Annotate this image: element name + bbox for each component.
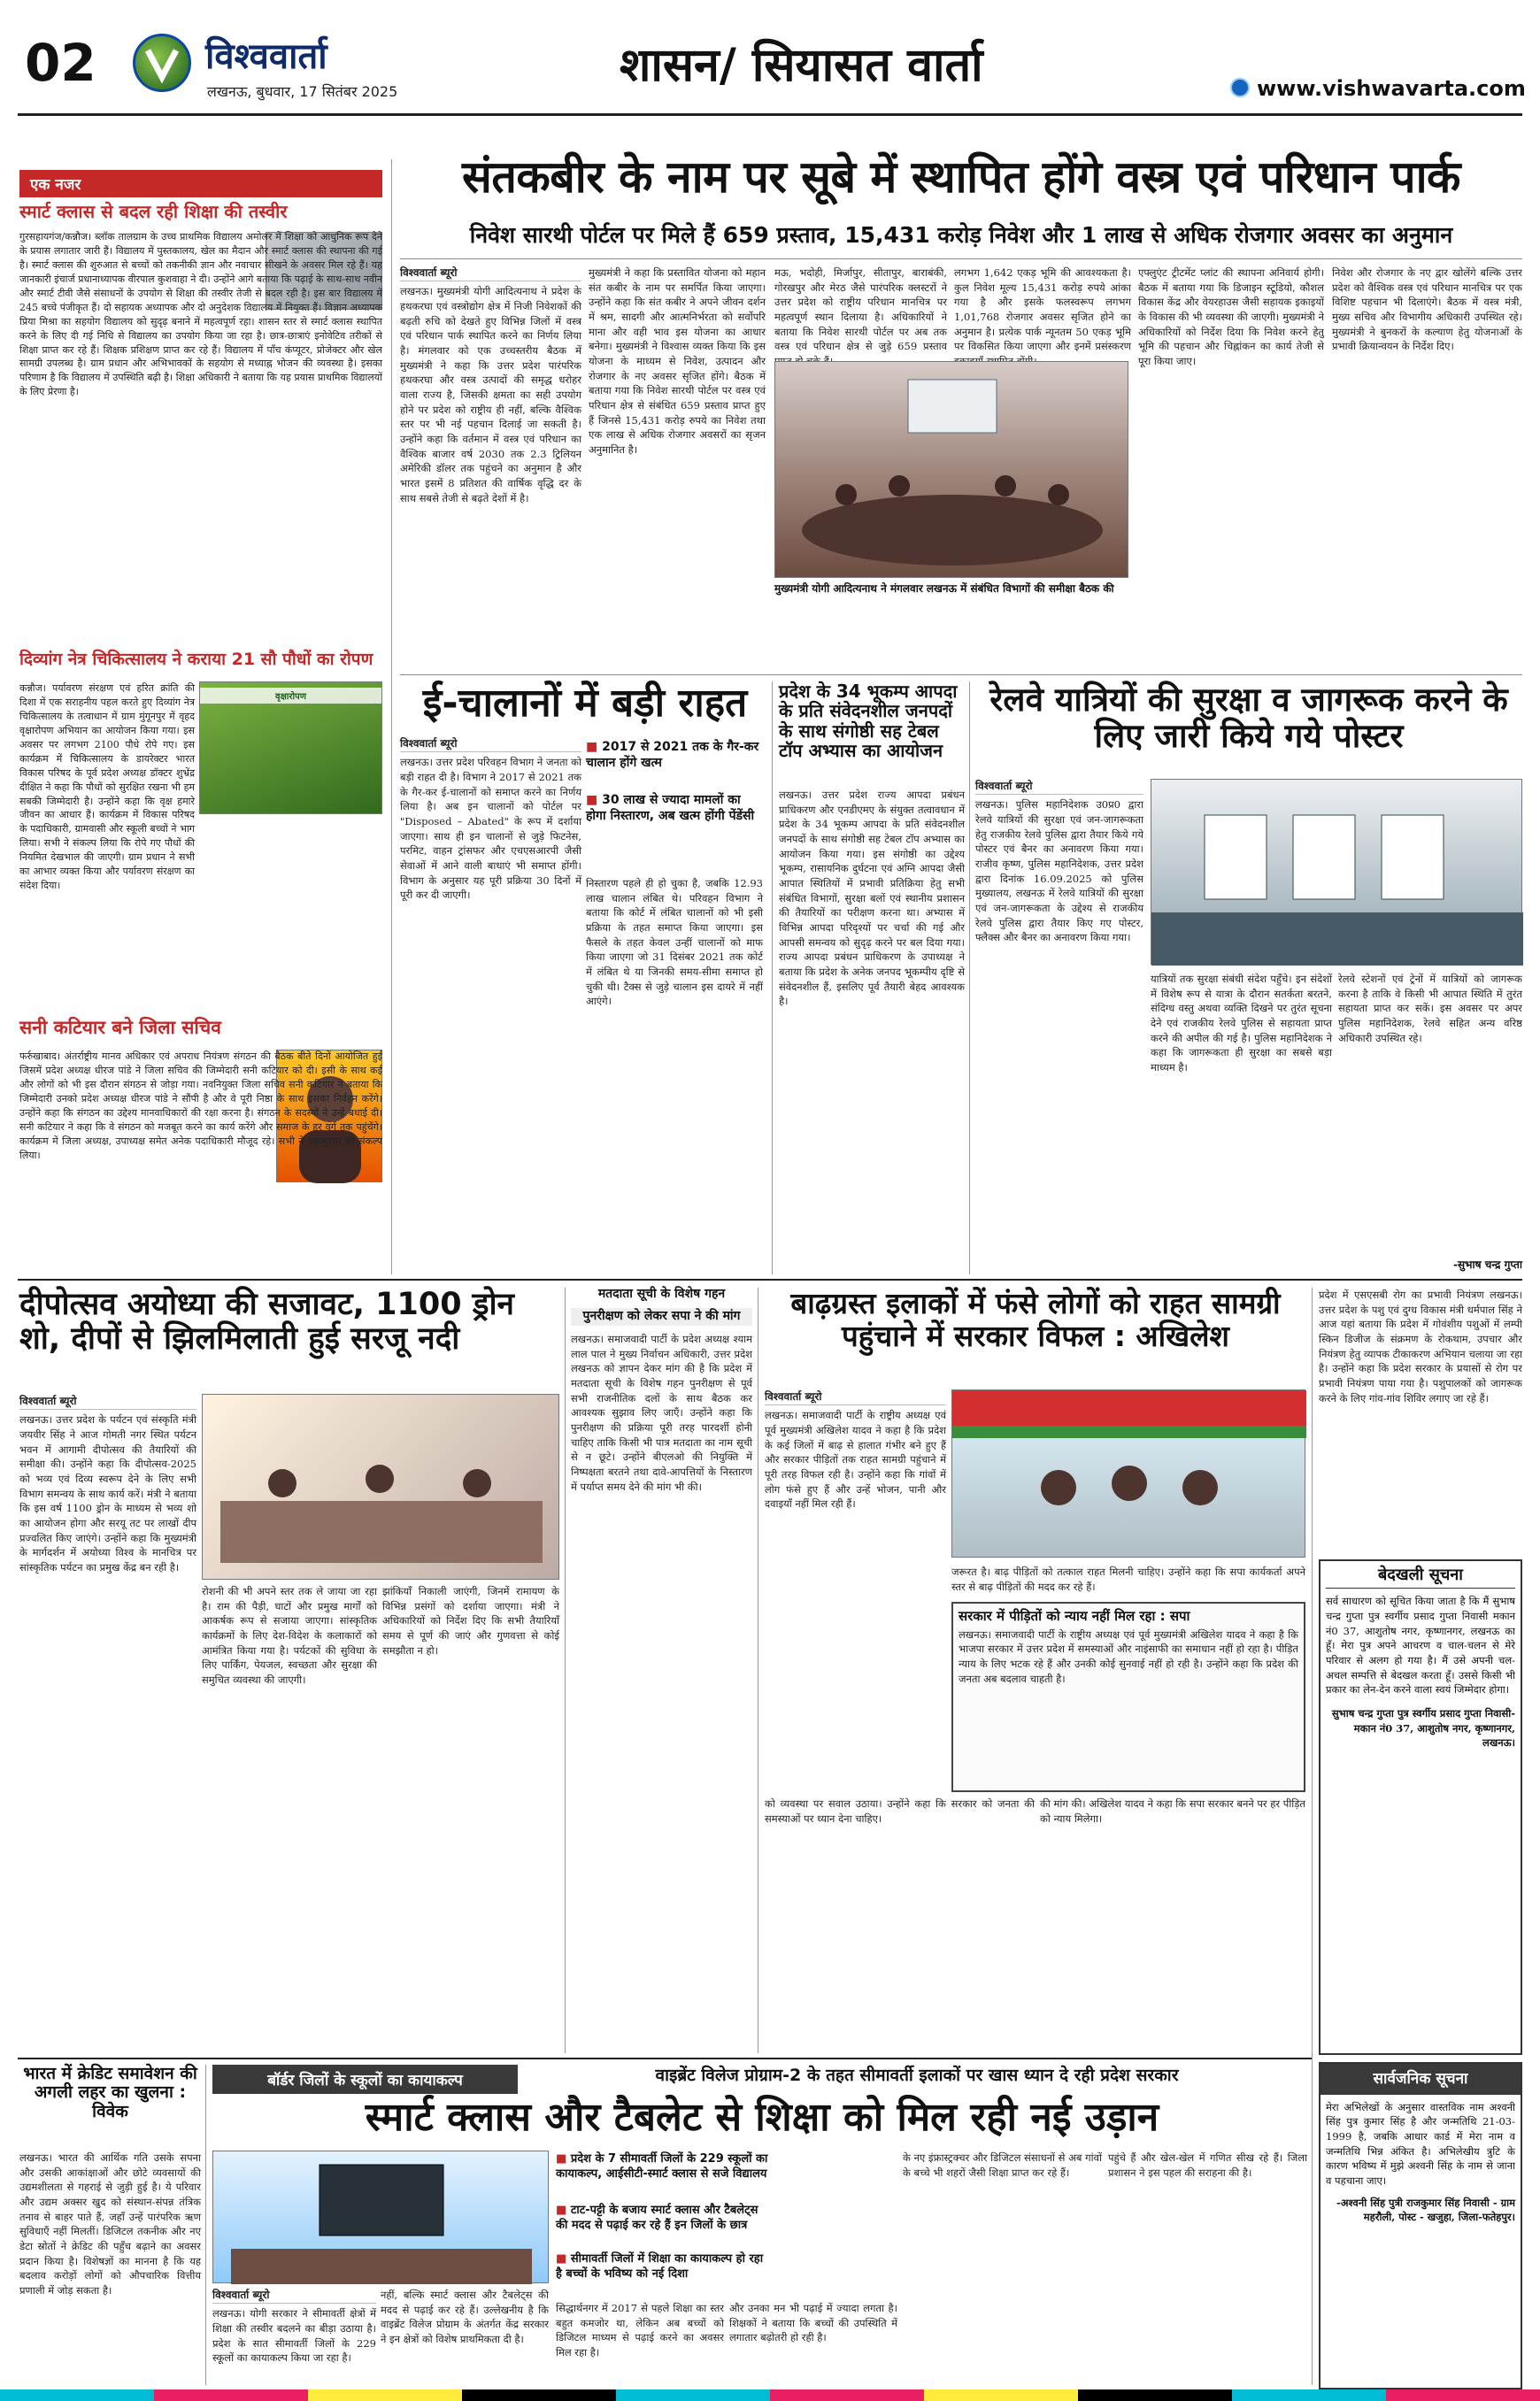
- smart-bullet-2: [556, 2204, 768, 2234]
- lead-photo: [774, 361, 1128, 578]
- lead-col1-text: लखनऊ। मुख्यमंत्री योगी आदित्यनाथ ने प्रदेश के हथकरघा एवं वस्त्रोद्योग क्षेत्र में निजी निवेशकों की बढ़ती रुचि को देखते हुए विभिन्न जिलों में वस्त्र एवं परिधान पार्क स्थापित करने का निर्णय लिया है। मंगलवार को एक उच्चस्तरीय बैठक में मुख्यमंत्री ने कहा कि उत्तर प्रदेश पारंपरिक हथकरघा और वस्त्र उत्पादों की समृद्ध धरोहर वाला राज्य है, जिसकी क्षमता का सही उपयोग होने पर प्रदेश को राष्ट्रीय ही नहीं, बल्कि वैश्विक स्तर पर भी नई पहचान दिलाई जा सकती है। उन्होंने कहा कि वर्तमान में वस्त्र एवं परिधान का वैश्विक बाजार वर्ष 2030 तक 2.3 ट्रिलियन अमेरिकी डॉलर तक पहुंचने का अनुमान है और भारत इसमें 8 प्रतिशत की वार्षिक वृद्धि दर के साथ सबसे तेजी से बढ़ते देशों में है।: [400, 285, 581, 504]
- sidebar-story3-body: फर्रुखाबाद। अंतर्राष्ट्रीय मानव अधिकार एवं अपराध नियंत्रण संगठन की बैठक बीते दिनों आयोजित हुई जिसमें प्रदेश अध्यक्ष धीरज पांडे ने जिला सचिव की जिम्मेदारी सनी कटियार को दी। इसी के साथ कई और लोगों को भी इस दौरान संगठन से जोड़ा गया। नवनियुक्त जिला सचिव सनी कटियार ने बताया कि जिम्मेदारी उनको प्रदेश अध्यक्ष धीरज पांडे ने सौंपी है और वे पूरी निष्ठा के साथ इसका निर्वहन करेंगे। उन्होंने कहा कि संगठन का उद्देश्य मानवाधिकारों की रक्षा करना है। संगठन के सदस्यों ने उन्हें बधाई दी। सनी कटियार ने कहा कि वे संगठन को मजबूत करने का कार्य करेंगे और समाज के हर वर्ग तक पहुंचेंगे। कार्यक्रम में जिला अध्यक्ष, उपाध्यक्ष समेत अनेक पदाधिकारी मौजूद रहे। सभी ने एकजुटता का संकल्प लिया।: [19, 1050, 382, 1161]
- place-date: लखनऊ, बुधवार, 17 सितंबर 2025: [207, 83, 398, 100]
- echallan-col1: [400, 736, 581, 1276]
- smart-kicker: वाइब्रेंट विलेज प्रोग्राम-2 के तहत सीमावर्ती इलाकों पर खास ध्यान दे रही प्रदेश सरकार: [655, 2066, 1179, 2085]
- echallan-headline: ई-चालानों में बड़ी राहत: [422, 681, 748, 726]
- smart-text4: और उनका मन भी पढ़ाई में ज्यादा लगता है। शिक्षकों ने बताया कि बच्चों की उपस्थिति में लगातार बढ़ोतरी हो रही है।: [729, 2302, 897, 2344]
- smart-bullet-3-text: सीमावर्ती जिलों में शिक्षा का कायाकल्प हो रहा है बच्चों के भविष्य को नई दिशा: [556, 2252, 764, 2281]
- sidebar-story2-body: कन्नौज। पर्यावरण संरक्षण एवं हरित क्रांति की दिशा में एक सराहनीय पहल करते हुए दिव्यांग नेत्र चिकित्सालय के तत्वाधान में ग्राम मुंगूनपुर में वृहद वृक्षारोपण अभियान का आयोजन किया गया। इस अवसर पर लगभग 2100 पौधे रोपे गए। इस कार्यक्रम में चिकित्सालय के डायरेक्टर भारत विकास परिषद के पूर्व प्रदेश अध्यक्ष डॉक्टर शुभ्रेंद्र दीक्षित ने कहा कि पौधों को सुरक्षित रखना भी हम सबकी जिम्मेदारी है। उन्होंने कहा कि वृक्ष हमारे जीवन का आधार हैं। कार्यक्रम में विकास परिषद के पदाधिकारी, ग्रामवासी और स्कूली बच्चों ने भाग लिया। सभी ने संकल्प लिया कि रोपे गए पौधों की नियमित देखभाल की जाएगी। ग्राम प्रधान ने सभी का आभार व्यक्त किया और पर्यावरण संरक्षण का संदेश दिया।: [19, 682, 195, 892]
- sidebar-story1-body: गुरसहायगंज/कन्नौज। ब्लॉक तालग्राम के उच्च प्राथमिक विद्यालय अमोलर में शिक्षा को आधुनिक रूप देने के प्रयास लगातार जारी हैं। विद्यालय में पुस्तकालय, खेल का मैदान और स्मार्ट क्लास की स्थापना की गई है। स्मार्ट क्लास की शुरुआत से बच्चों को तकनीकी ज्ञान और नवाचार सीखने के अवसर मिल रहे हैं। यह जानकारी इंचार्ज प्रधानाध्यापक वीरपाल कुशवाहा ने दी। उन्होंने आगे बताया कि पढ़ाई के साथ-साथ नवीन और स्मार्ट टीवी जैसे संसाधनों के उपयोग से शिक्षा की तस्वीर तेजी से बदल रही है। इस बार विद्यालय में 245 बच्चे पंजीकृत हैं। दो सहायक अध्यापक और दो अनुदेशक विद्यालय में नियुक्त हैं। विज्ञान अध्यापक प्रिया मिश्रा का सहयोग विद्यालय को सुदृढ़ बनाने में महत्वपूर्ण रहा। शासन स्तर से स्मार्ट क्लास स्थापित करने के लिए दी गई निधि से विद्यालय का उपयोग किया जा रहा है। छात्र-छात्राएं इनोवेटिव तरीकों से शिक्षा प्राप्त कर रहे हैं। शिक्षक प्रशिक्षण प्राप्त कर रहे हैं। विद्यालय में पाँच कंप्यूटर, प्रोजेक्टर और खेल सामग्री उपलब्ध है। ग्राम प्रधान और अभिभावकों के सहयोग से मध्याह्न भोजन की व्यवस्था है। इसका परिणाम है कि विद्यालय में उपस्थिति बढ़ी है। शिक्षा अधिकारी ने बताया कि यह प्रयास प्राथमिक विद्यालयों के लिए प्रेरणा है।: [19, 231, 382, 398]
- paper-name: विश्ववार्ता: [205, 36, 327, 77]
- lead-col2-text: मुख्यमंत्री ने कहा कि प्रस्तावित योजना को महान संत कबीर के नाम पर समर्पित किया जाएगा। उन्होंने कहा कि संत कबीर ने अपने जीवन दर्शन में श्रम, सादगी और आत्मनिर्भरता को सर्वोपरि माना और वही भाव इस योजना का आधार बनेगा। मुख्यमंत्री ने विश्वास व्यक्त किया कि इस योजना के माध्यम से निवेश, उत्पादन और रोजगार के नए अवसर सृजित होंगे। बैठक में बताया गया कि निवेश सारथी पोर्टल पर वस्त्र एवं परिधान क्षेत्र से संबंधित 659 प्रस्ताव प्राप्त हुए हैं जिनसे 15,431 करोड़ रुपये का निवेश तथा एक लाख से अधिक रोजगार अवसरों का सृजन अनुमानित है।: [589, 266, 766, 457]
- smart-photo: [212, 2151, 549, 2283]
- deepotsav-text2: रोशनी की भी अपने स्तर तक ले जाया जा रहा है। राम की पैड़ी, घाटों और प्रमुख मार्गों को आकर्षक रूप से सजाया जाएगा। सांस्कृतिक कार्यक्रमों के लिए देश-विदेश के कलाकारों को आमंत्रित किया गया है। पर्यटकों की सुविधा के लिए पार्किंग, पेयजल, स्वच्छता और सुरक्षा की समुचित व्यवस्था की जाएगी।: [202, 1585, 377, 1687]
- railway-photo: [1151, 779, 1522, 965]
- website[interactable]: www.vishwavarta.com: [1257, 76, 1526, 101]
- smart-col4: [729, 2301, 897, 2385]
- railway-col1: [975, 779, 1143, 1150]
- badh-col4: [1040, 1797, 1305, 2053]
- smart-headline: स्मार्ट क्लास और टैबलेट से शिक्षा को मिल रही नई उड़ान: [365, 2095, 1159, 2140]
- sidebar-story3-text: [19, 1050, 382, 1266]
- bullet-icon: ■: [556, 2252, 571, 2266]
- lead-photo-caption: मुख्यमंत्री योगी आदित्यनाथ ने मंगलवार लखनऊ में संबंधित विभागों की समीक्षा बैठक की: [774, 582, 1114, 595]
- bullet-icon: ■: [586, 793, 603, 807]
- railway-text2: यात्रियों तक सुरक्षा संबंधी संदेश पहुँचे। इन संदेशों में विशेष रूप से यात्रा के दौरान सतर्कता बरतने, संदिग्ध वस्तु अथवा व्यक्ति दिखने पर तुरंत सूचना देने एवं राजकीय रेलवे पुलिस से सहायता प्राप्त करने की अपील की गई है। पुलिस महानिदेशक ने कहा कि जागरूकता ही सुरक्षा का सबसे बड़ा माध्यम है।: [1151, 973, 1332, 1074]
- deepotsav-col1: [19, 1394, 196, 2053]
- bullet-icon: ■: [586, 740, 603, 754]
- matdata-col: [571, 1332, 752, 2053]
- badh-inner-col: [959, 1628, 1298, 1778]
- badh-text4: की मांग की। अखिलेश यादव ने कहा कि सपा सरकार बनने पर हर पीड़ित को न्याय मिलेगा।: [1040, 1797, 1305, 1825]
- railway-col2: [1151, 972, 1332, 1274]
- smart-text5: के नए इंफ्रास्ट्रक्चर और डिजिटल संसाधनों से अब गांवों के बच्चे भी शहरों जैसी शिक्षा प्राप्त कर रहे हैं।: [903, 2151, 1102, 2179]
- vivek-divider: [205, 2065, 206, 2385]
- lead-col5: [1138, 265, 1324, 668]
- lead-rule: [400, 258, 1522, 259]
- vivek-col: [19, 2151, 201, 2385]
- lead-byline: विश्ववार्ता ब्यूरो: [400, 265, 581, 281]
- logo-icon: [133, 34, 191, 92]
- echallan-byline: विश्ववार्ता ब्यूरो: [400, 736, 581, 752]
- deepotsav-text1: लखनऊ। उत्तर प्रदेश के पर्यटन एवं संस्कृति मंत्री जयवीर सिंह ने आज गोमती नगर स्थित पर्यटन भवन में आगामी दीपोत्सव की तैयारियों की समीक्षा की। उन्होंने कहा कि दीपोत्सव-2025 को भव्य एवं दिव्य स्वरूप देने के लिए सभी विभाग समन्वय के साथ कार्य करें। मंत्री ने बताया कि इस वर्ष 1100 ड्रोन के माध्यम से भव्य शो का आयोजन होगा और सरयू तट पर लाखों दीप प्रज्वलित किए जाएंगे। उन्होंने कहा कि मुख्यमंत्री के मार्गदर्शन में अयोध्या विश्व के मानचित्र पर सांस्कृतिक पर्यटन का प्रमुख केंद्र बन रही है।: [19, 1413, 196, 1574]
- public-notice-text: मेरा अभिलेखों के अनुसार वास्तविक नाम अश्वनी सिंह पुत्र कुमार सिंह है और जन्मतिथि 21-03-1999 है, जबकि आधार कार्ड में मेरा नाम व जन्मतिथि भिन्न अंकित है। अभिलेखीय त्रुटि के कारण भविष्य में मुझे अश्वनी सिंह के नाम से जाना व पहचाना जाए।: [1326, 2100, 1515, 2187]
- print-color-strip: [0, 2389, 1540, 2401]
- bhukamp-text: लखनऊ। उत्तर प्रदेश राज्य आपदा प्रबंधन प्राधिकरण और एनडीएमए के संयुक्त तत्वावधान में प्रदेश के 34 भूकम्प आपदा के प्रति संवेदनशील जनपदों के साथ संगोष्ठी सह टेबल टॉप अभ्यास का आयोजन किया गया। इस संगोष्ठी का उद्देश्य भूकम्प, रासायनिक दुर्घटना एवं अग्नि आपदा जैसी आपात स्थितियों में प्रभावी प्रतिक्रिया हेतु सभी संबंधित विभागों, सुरक्षा बलों एवं स्थानीय प्रशासन की तैयारियों का परीक्षण करना था। अभ्यास में विभिन्न आपदा परिदृश्यों पर चर्चा की गई और आपसी समन्वय को सुदृढ़ करने पर बल दिया गया। राज्य आपदा प्रबंधन प्राधिकरण के उपाध्यक्ष ने बताया कि प्रदेश के अनेक जनपद भूकम्पीय दृष्टि से संवेदनशील हैं, इसलिए पूर्व तैयारी बेहद आवश्यक है।: [779, 789, 965, 1008]
- meeting-photo-icon: [775, 362, 1129, 579]
- badh-col2: [951, 1565, 1305, 1598]
- deepotsav-col3: [382, 1584, 559, 2053]
- lead-col5-text: एफ्लुएंट ट्रीटमेंट प्लांट की स्थापना अनिवार्य होगी। बैठक में बताया गया कि डिजाइन स्टूडियो, कौशल विकास केंद्र और वेयरहाउस जैसी सहायक इकाइयों के विकास की भी व्यवस्था की जाएगी। मुख्यमंत्री ने अधिकारियों को निर्देश दिया कि निवेश करने हेतु भूमि की पहचान और चिह्नांकन का कार्य तेजी से पूरा किया जाए।: [1138, 266, 1324, 368]
- press-photo-icon: [952, 1390, 1306, 1558]
- smart-banner: बॉर्डर जिलों के स्कूलों का कायाकल्प: [212, 2065, 518, 2094]
- section-title: शासन/ सियासत वार्ता: [620, 39, 983, 92]
- smart-bullet-2-text: टाट-पट्टी के बजाय स्मार्ट क्लास और टैबलेट्स की मदद से पढ़ाई कर रहे हैं इन जिलों के छात्र: [556, 2204, 758, 2232]
- sidebar-story1-headline: स्मार्ट क्लास से बदल रही शिक्षा की तस्वीर: [19, 201, 288, 222]
- bullet-icon: ■: [556, 2152, 571, 2166]
- sidebar-story2-headline: दिव्यांग नेत्र चिकित्सालय ने कराया 21 सौ पौधों का रोपण: [19, 650, 373, 669]
- badh-inner-text: लखनऊ। समाजवादी पार्टी के राष्ट्रीय अध्यक्ष एवं पूर्व मुख्यमंत्री अखिलेश यादव ने कहा है कि भाजपा सरकार में उत्तर प्रदेश में समस्याओं और नाइंसाफी का समाधान नहीं हो रहा है। पीड़ित न्याय के लिए भटक रहे हैं और उनकी कोई सुनवाई नहीं हो रही है। उन्होंने कहा कि प्रदेश की जनता अब बदलाव चाहती है।: [959, 1628, 1298, 1685]
- matdata-text: लखनऊ। समाजवादी पार्टी के प्रदेश अध्यक्ष श्याम लाल पाल ने मुख्य निर्वाचन अधिकारी, उत्तर प्रदेश लखनऊ को ज्ञापन देकर मांग की है कि प्रदेश में मतदाता सूची के विशेष गहन पुनरीक्षण से पूर्व सभी राजनीतिक दलों के साथ बैठक कर आवश्यक सुझाव लिए जाएँ। उन्होंने कहा कि पुनरीक्षण की प्रक्रिया पूरी तरह पारदर्शी होनी चाहिए ताकि किसी भी पात्र मतदाता का नाम सूची से न छूटे। उन्होंने बीएलओ की नियुक्ति में निष्पक्षता बरतने तथा दावे-आपत्तियों के निस्तारण में पर्याप्त समय देने की मांग भी की।: [571, 1333, 752, 1493]
- sidebar-tag: एक नजर: [19, 170, 382, 197]
- railway-headline: रेलवे यात्रियों की सुरक्षा व जागरूक करने के लिए जारी किये गये पोस्टर: [989, 681, 1508, 756]
- lead-col6-text: निवेश और रोजगार के नए द्वार खोलेंगे बल्कि उत्तर प्रदेश को वैश्विक वस्त्र एवं परिधान मानचित्र पर एक विशिष्ट पहचान भी दिलाएंगे। बैठक में वस्त्र मंत्री, मुख्य सचिव और विभागीय अधिकारी उपस्थित रहे। मुख्यमंत्री ने बुनकरों के कल्याण हेतु योजनाओं के प्रभावी क्रियान्वयन के निर्देश दिए।: [1332, 266, 1522, 353]
- echallan-bullet-2-text: 30 लाख से ज्यादा मामलों का होगा निस्तारण, अब खत्म होंगी पेंडेंसी: [586, 793, 755, 824]
- meeting-photo-icon: [203, 1395, 560, 1581]
- eviction-notice: [1319, 1559, 1522, 2055]
- railway-text1: लखनऊ। पुलिस महानिदेशक उ0प्र0 द्वारा रेलवे यात्रियों की सुरक्षा एवं जन-जागरूकता हेतु राजकीय रेलवे पुलिस द्वारा तैयार किये गये पोस्टर एवं बैनर का अनावरण किया गया। राजीव कृष्ण, पुलिस महानिदेशक, उत्तर प्रदेश द्वारा दिनांक 16.09.2025 को पुलिस मुख्यालय, लखनऊ में रेलवे यात्रियों की सुरक्षा एवं जन-जागरूकता के उद्देश्य से राजकीय रेलवे पुलिस द्वारा तैयार किए गए पोस्टर, फ्लैक्स और बैनर का अनावरण किया गया।: [975, 798, 1143, 944]
- bullet-icon: ■: [556, 2204, 571, 2217]
- smart-text1: लखनऊ। योगी सरकार ने सीमावर्ती क्षेत्रों में शिक्षा की तस्वीर बदलने का बीड़ा उठाया है। प्रदेश के सात सीमावर्ती जिलों के 229 स्कूलों का कायाकल्प किया जा रहा है।: [212, 2307, 376, 2365]
- matdata-headline-2: पुनरीक्षण को लेकर सपा ने की मांग: [571, 1308, 752, 1326]
- smart-text6: पहुंचे हैं और खेल-खेल में गणित सीख रहे हैं। जिला प्रशासन ने इस पहल की सराहना की है।: [1108, 2151, 1307, 2179]
- public-notice: [1319, 2062, 1522, 2389]
- badh-inner-headline: सरकार में पीड़ितों को न्याय नहीं मिल रहा : सपा: [959, 1608, 1190, 1624]
- railway-col3: [1338, 972, 1522, 1255]
- right-brief-col: [1319, 1288, 1522, 1553]
- lower-rule: [18, 2058, 1312, 2059]
- vivek-text: लखनऊ। भारत की आर्थिक गति उसके सपना और उसकी आकांक्षाओं और छोटे व्यवसायों की उद्यमशीलता से गहराई से जुड़ी हुई है। ये परिवार और उद्यम अक्सर खुद को संस्थान-संपन्न तंत्रिक तनाव से बाहर पाते हैं, जहाँ उन्हें पारंपरिक ऋण सुविधाएँ नहीं मिलतीं। डिजिटल तकनीक और नए डेटा स्रोतों ने क्रेडिट की पहुँच बढ़ाने का अवसर प्रदान किया है। विशेषज्ञों का मानना है कि यह बदलाव करोड़ों लोगों को औपचारिक वित्तीय प्रणाली में जोड़ सकता है।: [19, 2151, 201, 2297]
- echallan-bullet-1: [586, 739, 763, 771]
- echallan-divider: [772, 681, 773, 1274]
- lead-col4-text: लगभग 1,642 एकड़ भूमि की आवश्यकता है। कुल निवेश मूल्य 15,431 करोड़ रुपये आंका गया है और इसके फलस्वरूप लगभग 1,01,768 रोजगार अवसर सृजित होने का अनुमान है। प्रत्येक पार्क न्यूनतम 50 एकड़ भूमि पर विकसित किया जाएगा और इनमें प्रसंस्करण: [954, 266, 1131, 353]
- poster-launch-icon: [1151, 780, 1523, 966]
- badh-divider: [1312, 1288, 1313, 2385]
- smart-col1: [212, 2288, 376, 2385]
- eviction-notice-text: सर्व साधारण को सूचित किया जाता है कि मैं सुभाष चन्द्र गुप्ता पुत्र स्वर्गीय प्रसाद गुप्ता निवासी मकान नं0 37, आशुतोष नगर, कृष्णानगर, लखनऊ का हूँ। मेरा पुत्र अपने आचरण व चाल-चलन से मेरे परिवार से अलग हो गया है। मैं उसे अपनी चल-अचल सम्पत्ति से बेदखल करता हूँ। उससे किसी भी प्रकार का लेन-देन करने वाला स्वयं जिम्मेदार होगा।: [1326, 1595, 1515, 1697]
- eviction-notice-sign: सुभाष चन्द्र गुप्ता पुत्र स्वर्गीय प्रसाद गुप्ता निवासी-मकान नं0 37, आशुतोष नगर, कृष्णानगर, लखनऊ।: [1331, 1706, 1515, 1750]
- badh-text3: को व्यवस्था पर सवाल उठाया। उन्होंने कहा कि सरकार को जनता की समस्याओं पर ध्यान देना चाहिए।: [765, 1797, 1035, 1825]
- lead-headline: संतकबीर के नाम पर सूबे में स्थापित होंगे वस्त्र एवं परिधान पार्क: [462, 151, 1460, 203]
- smart-text2: नहीं, बल्कि स्मार्ट क्लास और टैबलेट्स की मदद से पढ़ाई कर रहे हैं। उल्लेखनीय है कि वाइब्रेंट विलेज प्रोग्राम के अंतर्गत केंद्र सरकार ने इन क्षेत्रों को विशेष प्राथमिकता दी है।: [381, 2289, 549, 2346]
- echallan-text1: लखनऊ। उत्तर प्रदेश परिवहन विभाग ने जनता को बड़ी राहत दी है। विभाग ने 2017 से 2021 तक के गैर-कर ई-चालानों को समाप्त करने का निर्णय लिया है। अब इन चालानों को पोर्टल पर "Disposed – Abated" के रूप में दर्शाया जाएगा। साथ ही इन चालानों से जुड़े फिटनेस, परमिट, वाहन ट्रांसफर और एचएसआरपी जैसी सेवाओं में आने वाली बाधाएं भी समाप्त होंगी। विभाग के अनुसार यह पूरी प्रक्रिया 30 दिनों में पूरी कर दी जाएगी।: [400, 756, 581, 902]
- lead-col6: [1332, 265, 1522, 668]
- deepotsav-headline: दीपोत्सव अयोध्या की सजावट, 1100 ड्रोन शो, दीपों से झिलमिलाती हुई सरजू नदी: [19, 1287, 514, 1358]
- deepotsav-byline: विश्ववार्ता ब्यूरो: [19, 1394, 196, 1410]
- badh-col1: [765, 1389, 946, 1752]
- deepotsav-text3: झांकियाँ निकाली जाएंगी, जिनमें रामायण के विभिन्न प्रसंगों को दर्शाया जाएगा। मंत्री ने अधिकारियों को निर्देश दिए कि सभी तैयारियाँ समय से पूर्ण की जाएं और गुणवत्ता से कोई समझौता न हो।: [382, 1585, 559, 1657]
- badh-inner-box: [951, 1602, 1305, 1792]
- bhukamp-text-col: [779, 788, 965, 1274]
- smart-col5: [903, 2151, 1102, 2385]
- badh-byline: विश्ववार्ता ब्यूरो: [765, 1389, 946, 1405]
- public-notice-title: सार्वजनिक सूचना: [1321, 2064, 1521, 2095]
- masthead-rule: [18, 113, 1522, 116]
- echallan-col2: [586, 876, 763, 1276]
- railway-signature: -सुभाष चन्द्र गुप्ता: [1452, 1258, 1522, 1271]
- bhukamp-divider: [969, 681, 970, 1274]
- lead-col1: [400, 265, 581, 668]
- smart-byline: विश्ववार्ता ब्यूरो: [212, 2288, 376, 2304]
- smart-col3: [556, 2301, 724, 2385]
- classroom-icon: [213, 2151, 550, 2284]
- sidebar-story1-text: [19, 230, 382, 646]
- page-number: 02: [25, 33, 96, 93]
- badh-photo: [951, 1389, 1305, 1558]
- globe-icon: [1230, 78, 1250, 97]
- lead-subhead: निवेश सारथी पोर्टल पर मिले हैं 659 प्रस्ताव, 15,431 करोड़ निवेश और 1 लाख से अधिक रोजगार अवसर का अनुमान: [469, 222, 1453, 248]
- sidebar-story2-photo: [199, 681, 382, 814]
- echallan-text2: निस्तारण पहले ही हो चुका है, जबकि 12.93 लाख चालान लंबित थे। परिवहन विभाग ने बताया कि कोर्ट में लंबित चालानों को भी इसी प्रक्रिया के तहत समाप्त किया जाएगा। इस फैसले के तहत केवल उन्हीं चालानों को माफ किया जाएगा जो 31 दिसंबर 2021 तक कोर्ट में लंबित थे या जिनकी समय-सीमा समाप्त हो चुकी थी। टैक्स से जुड़े चालान इस दायरे में नहीं आएंगे।: [586, 877, 763, 1008]
- lead-col3-text: मऊ, भदोही, मिर्जापुर, सीतापुर, बाराबंकी, गोरखपुर और मेरठ जैसे पारंपरिक क्लस्टरों ने उत्तर प्रदेश को राष्ट्रीय परिधान मानचित्र पर महत्वपूर्ण स्थान दिलाया है। अधिकारियों ने बताया कि निवेश सारथी पोर्टल पर अब तक वस्त्र एवं परिधान क्षेत्र से जुड़े 659 प्रस्ताव: [774, 266, 947, 353]
- lead-col2: [589, 265, 766, 668]
- smart-col2: [381, 2288, 549, 2385]
- deepotsav-divider: [565, 1288, 566, 2053]
- smart-bullet-3: [556, 2252, 768, 2282]
- middle-rule: [18, 1279, 1522, 1281]
- badh-headline: बाढ़ग्रस्त इलाकों में फंसे लोगों को राहत सामग्री पहुंचाने में सरकार विफल : अखिलेश: [790, 1286, 1281, 1353]
- badh-text2: जरूरत है। बाढ़ पीड़ितों को तत्काल राहत मिलनी चाहिए। उन्होंने कहा कि सपा कार्यकर्ता अपने स्तर से बाढ़ पीड़ितों की मदद कर रहे हैं।: [951, 1566, 1305, 1593]
- eviction-notice-title: बेदखली सूचना: [1326, 1566, 1515, 1589]
- lead-col3: [774, 265, 947, 354]
- photo-caption: वृक्षारोपण: [200, 688, 381, 704]
- sidebar-story2-text: [19, 681, 195, 1018]
- lead-bottom-rule: [400, 674, 1522, 675]
- echallan-bullet-1-text: 2017 से 2021 तक के गैर-कर चालान होंगे खत्म: [586, 740, 759, 771]
- vivek-headline: भारत में क्रेडिट समावेशन की अगली लहर का खुलना : विवेक: [23, 2064, 197, 2121]
- echallan-bullet-2: [586, 792, 763, 824]
- smart-text3: सिद्धार्थनगर में 2017 से पहले शिक्षा का स्तर बहुत कमजोर था, लेकिन अब बच्चों को डिजिटल माध्यम से पढ़ाई करने का अवसर मिल रहा है।: [556, 2302, 724, 2359]
- smart-bullet-1-text: प्रदेश के 7 सीमावर्ती जिलों के 229 स्कूलों का कायाकल्प, आईसीटी-स्मार्ट क्लास से सजे विद्यालय: [556, 2152, 768, 2181]
- sidebar-story3-headline: सनी कटियार बने जिला सचिव: [19, 1017, 221, 1038]
- smart-bullet-1: [556, 2152, 768, 2182]
- bhukamp-headline: प्रदेश के 34 भूकम्प आपदा के प्रति संवेदनशील जनपदों के साथ संगोष्ठी सह टेबल टॉप अभ्यास का आयोजन: [779, 681, 958, 762]
- railway-text3: रेलवे स्टेशनों एवं ट्रेनों में यात्रियों को जागरूक करना है ताकि वे किसी भी आपात स्थिति में तुरंत सहायता प्राप्त कर सकें। इस अवसर पर अपर पुलिस महानिदेशक, रेलवे सहित अन्य वरिष्ठ अधिकारी उपस्थित रहे।: [1338, 973, 1522, 1044]
- sidebar-divider: [391, 159, 392, 1274]
- masthead: [0, 0, 1540, 115]
- badh-col3: [765, 1797, 1035, 2053]
- railway-byline: विश्ववार्ता ब्यूरो: [975, 779, 1143, 795]
- public-notice-sign: -अश्वनी सिंह पुत्री राजकुमार सिंह निवासी - ग्राम महरौली, पोस्ट - खजुहा, जिला-फतेहपुर।: [1336, 2196, 1515, 2224]
- matdata-headline-1: मतदाता सूची के विशेष गहन: [597, 1287, 726, 1301]
- right-brief-text: प्रदेश में एसएसबी रोग का प्रभावी नियंत्रण लखनऊ। उत्तर प्रदेश के पशु एवं दुग्ध विकास मंत्री धर्मपाल सिंह ने आज यहां बताया कि प्रदेश में गोवंशीय पशुओं में लम्पी स्किन डिजीज के संक्रमण के रोकथाम, उपचार और नियंत्रण हेतु व्यापक टीकाकरण अभियान चलाया जा रहा है। उन्होंने कहा कि प्रदेश सरकार के प्रयासों से रोग पर प्रभावी नियंत्रण पाया गया है। पशुपालकों को जागरूक करने के लिए गांव-गांव शिविर लगाए जा रहे हैं।: [1319, 1289, 1522, 1404]
- lead-col4: [954, 265, 1131, 354]
- badh-text1: लखनऊ। समाजवादी पार्टी के राष्ट्रीय अध्यक्ष एवं पूर्व मुख्यमंत्री अखिलेश यादव ने कहा है कि प्रदेश के कई जिलों में बाढ़ से हालात गंभीर बने हुए हैं और सरकार पीड़ितों तक राहत सामग्री पहुंचाने में पूरी तरह विफल रही है। उन्होंने कहा कि गांवों में लोग फंसे हुए हैं और उन्हें भोजन, पानी और दवाइयाँ नहीं मिल रही हैं।: [765, 1409, 946, 1511]
- deepotsav-col2: [202, 1584, 377, 2053]
- deepotsav-photo: [202, 1394, 559, 1580]
- smart-col6: [1108, 2151, 1307, 2385]
